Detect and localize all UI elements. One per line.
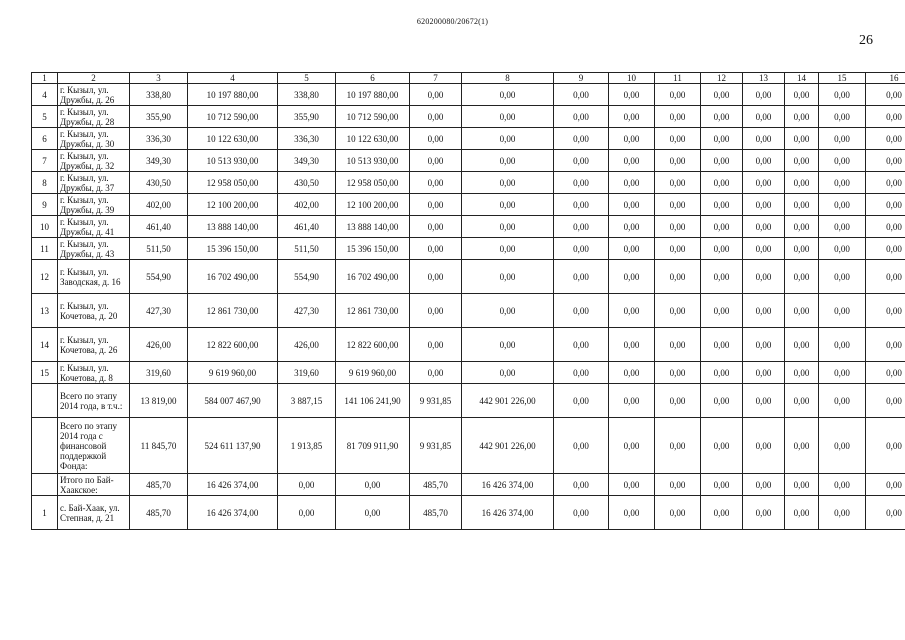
- value-cell: 0,00: [554, 84, 609, 106]
- value-cell: 0,00: [554, 216, 609, 238]
- value-cell: 0,00: [866, 362, 905, 384]
- value-cell: 0,00: [410, 128, 462, 150]
- value-cell: 0,00: [655, 418, 701, 474]
- header-cell: 1: [32, 73, 58, 84]
- value-cell: 336,30: [278, 128, 336, 150]
- value-cell: 0,00: [866, 328, 905, 362]
- value-cell: 0,00: [819, 496, 866, 530]
- value-cell: 9 931,85: [410, 384, 462, 418]
- value-cell: 0,00: [554, 238, 609, 260]
- value-cell: 12 861 730,00: [188, 294, 278, 328]
- value-cell: 0,00: [785, 216, 819, 238]
- row-number-cell: 9: [32, 194, 58, 216]
- address-cell: Всего по этапу 2014 года с финансовой поддержкой Фонда:: [58, 418, 130, 474]
- table-row: [32, 496, 905, 530]
- table-row: [32, 362, 905, 384]
- value-cell: 511,50: [278, 238, 336, 260]
- value-cell: 0,00: [410, 260, 462, 294]
- value-cell: 0,00: [785, 106, 819, 128]
- value-cell: 0,00: [462, 328, 554, 362]
- value-cell: 0,00: [743, 172, 785, 194]
- value-cell: 10 513 930,00: [188, 150, 278, 172]
- value-cell: 0,00: [701, 84, 743, 106]
- value-cell: 0,00: [655, 172, 701, 194]
- value-cell: 0,00: [819, 362, 866, 384]
- value-cell: 0,00: [655, 384, 701, 418]
- address-cell: г. Кызыл, ул. Дружбы, д. 41: [58, 216, 130, 238]
- address-cell: Всего по этапу 2014 года, в т.ч.:: [58, 384, 130, 418]
- row-number-cell: 7: [32, 150, 58, 172]
- value-cell: 0,00: [609, 238, 655, 260]
- value-cell: 0,00: [866, 150, 905, 172]
- value-cell: 0,00: [701, 194, 743, 216]
- value-cell: 16 702 490,00: [336, 260, 410, 294]
- value-cell: 338,80: [130, 84, 188, 106]
- value-cell: 0,00: [462, 106, 554, 128]
- row-number-cell: 4: [32, 84, 58, 106]
- address-cell: г. Кызыл, ул. Кочетова, д. 26: [58, 328, 130, 362]
- value-cell: 0,00: [609, 216, 655, 238]
- value-cell: 0,00: [866, 216, 905, 238]
- value-cell: 0,00: [462, 362, 554, 384]
- value-cell: 0,00: [866, 106, 905, 128]
- value-cell: 0,00: [655, 106, 701, 128]
- value-cell: 10 197 880,00: [336, 84, 410, 106]
- value-cell: 0,00: [701, 328, 743, 362]
- row-number-cell: 1: [32, 496, 58, 530]
- value-cell: 0,00: [462, 238, 554, 260]
- header-cell: 8: [462, 73, 554, 84]
- value-cell: 0,00: [410, 194, 462, 216]
- value-cell: 0,00: [701, 106, 743, 128]
- value-cell: 10 712 590,00: [336, 106, 410, 128]
- address-cell: г. Кызыл, ул. Дружбы, д. 43: [58, 238, 130, 260]
- value-cell: 0,00: [462, 216, 554, 238]
- value-cell: 0,00: [609, 294, 655, 328]
- value-cell: 0,00: [701, 384, 743, 418]
- header-cell: 11: [655, 73, 701, 84]
- value-cell: 0,00: [819, 84, 866, 106]
- value-cell: 0,00: [554, 474, 609, 496]
- value-cell: 0,00: [866, 128, 905, 150]
- value-cell: 0,00: [554, 106, 609, 128]
- value-cell: 0,00: [701, 238, 743, 260]
- value-cell: 81 709 911,90: [336, 418, 410, 474]
- value-cell: 0,00: [819, 294, 866, 328]
- value-cell: 0,00: [655, 150, 701, 172]
- value-cell: 319,60: [278, 362, 336, 384]
- value-cell: 0,00: [554, 128, 609, 150]
- value-cell: 0,00: [743, 84, 785, 106]
- header-cell: 5: [278, 73, 336, 84]
- data-table: [31, 72, 905, 530]
- table-row: [32, 294, 905, 328]
- value-cell: 15 396 150,00: [336, 238, 410, 260]
- value-cell: 0,00: [866, 496, 905, 530]
- value-cell: 0,00: [655, 238, 701, 260]
- address-cell: г. Кызыл, ул. Дружбы, д. 30: [58, 128, 130, 150]
- address-cell: г. Кызыл, ул. Кочетова, д. 8: [58, 362, 130, 384]
- value-cell: 0,00: [743, 362, 785, 384]
- value-cell: 0,00: [655, 128, 701, 150]
- value-cell: 0,00: [743, 216, 785, 238]
- address-cell: г. Кызыл, ул. Дружбы, д. 26: [58, 84, 130, 106]
- value-cell: 9 619 960,00: [336, 362, 410, 384]
- header-cell: 3: [130, 73, 188, 84]
- value-cell: 485,70: [130, 474, 188, 496]
- value-cell: 0,00: [410, 328, 462, 362]
- header-cell: 14: [785, 73, 819, 84]
- value-cell: 12 822 600,00: [336, 328, 410, 362]
- value-cell: 12 958 050,00: [336, 172, 410, 194]
- value-cell: 0,00: [609, 128, 655, 150]
- header-cell: 15: [819, 73, 866, 84]
- value-cell: 426,00: [278, 328, 336, 362]
- value-cell: 0,00: [554, 260, 609, 294]
- value-cell: 0,00: [655, 216, 701, 238]
- value-cell: 0,00: [819, 128, 866, 150]
- address-cell: г. Кызыл, ул. Заводская, д. 16: [58, 260, 130, 294]
- value-cell: 0,00: [785, 384, 819, 418]
- header-cell: 12: [701, 73, 743, 84]
- value-cell: 0,00: [866, 260, 905, 294]
- value-cell: 0,00: [743, 418, 785, 474]
- value-cell: 11 845,70: [130, 418, 188, 474]
- value-cell: 0,00: [462, 194, 554, 216]
- value-cell: 0,00: [701, 474, 743, 496]
- value-cell: 0,00: [655, 362, 701, 384]
- value-cell: 0,00: [743, 194, 785, 216]
- value-cell: 0,00: [743, 238, 785, 260]
- value-cell: 0,00: [785, 362, 819, 384]
- value-cell: 0,00: [554, 328, 609, 362]
- value-cell: 0,00: [701, 216, 743, 238]
- value-cell: 349,30: [130, 150, 188, 172]
- value-cell: 0,00: [655, 474, 701, 496]
- value-cell: 0,00: [866, 194, 905, 216]
- address-cell: г. Кызыл, ул. Дружбы, д. 28: [58, 106, 130, 128]
- header-cell: 16: [866, 73, 905, 84]
- address-cell: г. Кызыл, ул. Дружбы, д. 37: [58, 172, 130, 194]
- value-cell: 0,00: [785, 194, 819, 216]
- value-cell: 0,00: [609, 328, 655, 362]
- header-cell: 10: [609, 73, 655, 84]
- value-cell: 141 106 241,90: [336, 384, 410, 418]
- value-cell: 0,00: [655, 328, 701, 362]
- table-row: [32, 474, 905, 496]
- value-cell: 0,00: [609, 474, 655, 496]
- value-cell: 0,00: [819, 216, 866, 238]
- value-cell: 13 888 140,00: [336, 216, 410, 238]
- value-cell: 0,00: [554, 150, 609, 172]
- value-cell: 12 100 200,00: [336, 194, 410, 216]
- value-cell: 0,00: [743, 384, 785, 418]
- value-cell: 0,00: [554, 172, 609, 194]
- value-cell: 0,00: [819, 106, 866, 128]
- header-cell: 13: [743, 73, 785, 84]
- value-cell: 0,00: [743, 150, 785, 172]
- value-cell: 16 426 374,00: [188, 474, 278, 496]
- value-cell: 524 611 137,90: [188, 418, 278, 474]
- value-cell: 0,00: [410, 150, 462, 172]
- value-cell: 338,80: [278, 84, 336, 106]
- value-cell: 0,00: [866, 294, 905, 328]
- row-number-cell: 10: [32, 216, 58, 238]
- value-cell: 0,00: [866, 474, 905, 496]
- value-cell: 9 931,85: [410, 418, 462, 474]
- value-cell: 0,00: [609, 172, 655, 194]
- value-cell: 427,30: [130, 294, 188, 328]
- value-cell: 426,00: [130, 328, 188, 362]
- value-cell: 0,00: [609, 194, 655, 216]
- page-number: 26: [859, 33, 873, 48]
- row-number-cell: 11: [32, 238, 58, 260]
- document-id: 620200080/20672(1): [416, 17, 489, 26]
- header-cell: 9: [554, 73, 609, 84]
- value-cell: 0,00: [743, 328, 785, 362]
- value-cell: 0,00: [819, 172, 866, 194]
- value-cell: 0,00: [462, 150, 554, 172]
- value-cell: 349,30: [278, 150, 336, 172]
- value-cell: 402,00: [278, 194, 336, 216]
- value-cell: 511,50: [130, 238, 188, 260]
- value-cell: 0,00: [655, 294, 701, 328]
- value-cell: 0,00: [819, 474, 866, 496]
- value-cell: 0,00: [609, 418, 655, 474]
- row-number-cell: 14: [32, 328, 58, 362]
- value-cell: 0,00: [819, 260, 866, 294]
- value-cell: 584 007 467,90: [188, 384, 278, 418]
- value-cell: 0,00: [554, 384, 609, 418]
- value-cell: 0,00: [410, 84, 462, 106]
- value-cell: 16 426 374,00: [188, 496, 278, 530]
- value-cell: 0,00: [701, 496, 743, 530]
- value-cell: 0,00: [743, 474, 785, 496]
- value-cell: 0,00: [819, 384, 866, 418]
- value-cell: 3 887,15: [278, 384, 336, 418]
- value-cell: 0,00: [819, 328, 866, 362]
- value-cell: 10 712 590,00: [188, 106, 278, 128]
- value-cell: 0,00: [336, 474, 410, 496]
- value-cell: 461,40: [278, 216, 336, 238]
- value-cell: 13 819,00: [130, 384, 188, 418]
- value-cell: 12 958 050,00: [188, 172, 278, 194]
- address-cell: г. Кызыл, ул. Дружбы, д. 32: [58, 150, 130, 172]
- value-cell: 12 861 730,00: [336, 294, 410, 328]
- address-cell: г. Кызыл, ул. Кочетова, д. 20: [58, 294, 130, 328]
- value-cell: 15 396 150,00: [188, 238, 278, 260]
- value-cell: 0,00: [701, 260, 743, 294]
- value-cell: 0,00: [785, 418, 819, 474]
- value-cell: 0,00: [785, 294, 819, 328]
- table-row: [32, 238, 905, 260]
- value-cell: 16 426 374,00: [462, 474, 554, 496]
- value-cell: 0,00: [743, 128, 785, 150]
- table-row: [32, 216, 905, 238]
- value-cell: 0,00: [462, 172, 554, 194]
- value-cell: 0,00: [701, 418, 743, 474]
- address-cell: г. Кызыл, ул. Дружбы, д. 39: [58, 194, 130, 216]
- value-cell: 402,00: [130, 194, 188, 216]
- table-row: [32, 384, 905, 418]
- value-cell: 0,00: [866, 384, 905, 418]
- value-cell: 0,00: [410, 172, 462, 194]
- value-cell: 1 913,85: [278, 418, 336, 474]
- value-cell: 485,70: [410, 496, 462, 530]
- value-cell: 0,00: [743, 260, 785, 294]
- row-number-cell: 5: [32, 106, 58, 128]
- value-cell: 0,00: [785, 150, 819, 172]
- value-cell: 0,00: [866, 418, 905, 474]
- value-cell: 0,00: [410, 106, 462, 128]
- value-cell: 0,00: [819, 150, 866, 172]
- value-cell: 554,90: [130, 260, 188, 294]
- value-cell: 0,00: [609, 84, 655, 106]
- value-cell: 0,00: [462, 84, 554, 106]
- header-cell: 6: [336, 73, 410, 84]
- value-cell: 554,90: [278, 260, 336, 294]
- table-header-row: [32, 73, 905, 84]
- row-number-cell: 15: [32, 362, 58, 384]
- value-cell: 0,00: [609, 384, 655, 418]
- value-cell: 0,00: [410, 294, 462, 328]
- row-number-cell: [32, 418, 58, 474]
- value-cell: 485,70: [130, 496, 188, 530]
- table-row: [32, 84, 905, 106]
- value-cell: 10 122 630,00: [336, 128, 410, 150]
- value-cell: 0,00: [785, 260, 819, 294]
- value-cell: 0,00: [655, 260, 701, 294]
- table-row: [32, 106, 905, 128]
- value-cell: 0,00: [462, 294, 554, 328]
- value-cell: 0,00: [609, 150, 655, 172]
- value-cell: 0,00: [609, 260, 655, 294]
- table-row: [32, 194, 905, 216]
- value-cell: 442 901 226,00: [462, 384, 554, 418]
- value-cell: 0,00: [554, 496, 609, 530]
- value-cell: 0,00: [554, 294, 609, 328]
- value-cell: 0,00: [410, 362, 462, 384]
- value-cell: 0,00: [462, 128, 554, 150]
- value-cell: 355,90: [130, 106, 188, 128]
- value-cell: 336,30: [130, 128, 188, 150]
- value-cell: 0,00: [743, 294, 785, 328]
- table-row: [32, 260, 905, 294]
- value-cell: 355,90: [278, 106, 336, 128]
- value-cell: 0,00: [410, 238, 462, 260]
- value-cell: 0,00: [701, 294, 743, 328]
- value-cell: 430,50: [130, 172, 188, 194]
- value-cell: 0,00: [785, 474, 819, 496]
- value-cell: 0,00: [410, 216, 462, 238]
- value-cell: 13 888 140,00: [188, 216, 278, 238]
- value-cell: 0,00: [785, 238, 819, 260]
- value-cell: 0,00: [655, 84, 701, 106]
- value-cell: 16 426 374,00: [462, 496, 554, 530]
- value-cell: 430,50: [278, 172, 336, 194]
- value-cell: 0,00: [866, 84, 905, 106]
- value-cell: 0,00: [554, 418, 609, 474]
- row-number-cell: 6: [32, 128, 58, 150]
- row-number-cell: 13: [32, 294, 58, 328]
- header-cell: 7: [410, 73, 462, 84]
- value-cell: 0,00: [785, 172, 819, 194]
- value-cell: 442 901 226,00: [462, 418, 554, 474]
- value-cell: 9 619 960,00: [188, 362, 278, 384]
- row-number-cell: 12: [32, 260, 58, 294]
- value-cell: 0,00: [609, 362, 655, 384]
- value-cell: 0,00: [462, 260, 554, 294]
- value-cell: 0,00: [554, 362, 609, 384]
- value-cell: 0,00: [609, 496, 655, 530]
- value-cell: 10 513 930,00: [336, 150, 410, 172]
- value-cell: 16 702 490,00: [188, 260, 278, 294]
- value-cell: 12 822 600,00: [188, 328, 278, 362]
- table-row: [32, 328, 905, 362]
- value-cell: 0,00: [554, 194, 609, 216]
- value-cell: 0,00: [785, 128, 819, 150]
- value-cell: 427,30: [278, 294, 336, 328]
- value-cell: 0,00: [819, 194, 866, 216]
- row-number-cell: [32, 384, 58, 418]
- value-cell: 0,00: [819, 238, 866, 260]
- table-row: [32, 172, 905, 194]
- header-cell: 4: [188, 73, 278, 84]
- value-cell: 0,00: [866, 172, 905, 194]
- value-cell: 319,60: [130, 362, 188, 384]
- value-cell: 0,00: [609, 106, 655, 128]
- value-cell: 0,00: [785, 328, 819, 362]
- value-cell: 0,00: [743, 106, 785, 128]
- address-cell: с. Бай-Хаак, ул. Степная, д. 21: [58, 496, 130, 530]
- value-cell: 12 100 200,00: [188, 194, 278, 216]
- value-cell: 0,00: [655, 496, 701, 530]
- value-cell: 0,00: [743, 496, 785, 530]
- value-cell: 0,00: [336, 496, 410, 530]
- value-cell: 0,00: [655, 194, 701, 216]
- value-cell: 0,00: [701, 150, 743, 172]
- table-row: [32, 150, 905, 172]
- value-cell: 10 122 630,00: [188, 128, 278, 150]
- value-cell: 0,00: [701, 172, 743, 194]
- value-cell: 0,00: [278, 474, 336, 496]
- address-cell: Итого по Бай-Хаакское:: [58, 474, 130, 496]
- value-cell: 0,00: [819, 418, 866, 474]
- value-cell: 461,40: [130, 216, 188, 238]
- value-cell: 0,00: [785, 84, 819, 106]
- value-cell: 10 197 880,00: [188, 84, 278, 106]
- row-number-cell: 8: [32, 172, 58, 194]
- header-cell: 2: [58, 73, 130, 84]
- value-cell: 0,00: [701, 128, 743, 150]
- value-cell: 0,00: [701, 362, 743, 384]
- value-cell: 485,70: [410, 474, 462, 496]
- table-row: [32, 418, 905, 474]
- value-cell: 0,00: [785, 496, 819, 530]
- value-cell: 0,00: [866, 238, 905, 260]
- row-number-cell: [32, 474, 58, 496]
- table-row: [32, 128, 905, 150]
- value-cell: 0,00: [278, 496, 336, 530]
